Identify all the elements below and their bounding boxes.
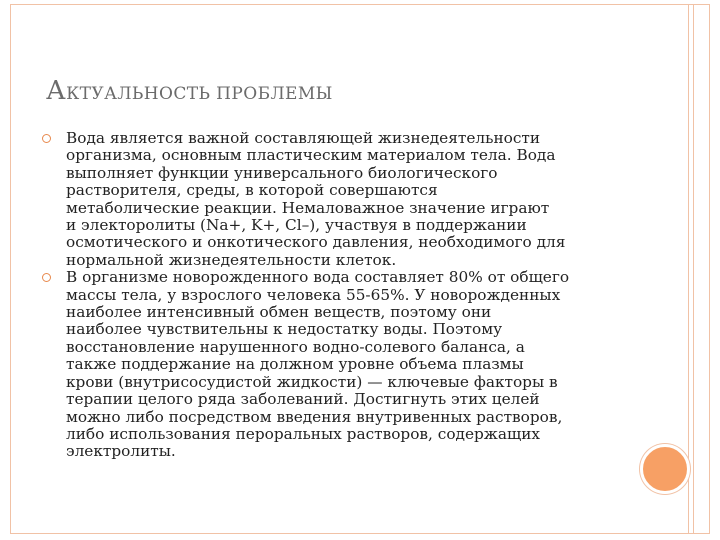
bullet-item-2 xyxy=(38,269,633,460)
bullet-circle-icon xyxy=(42,273,51,282)
slide-title xyxy=(46,76,333,106)
bullet-circle-icon xyxy=(42,134,51,143)
paragraph-2: В организме новорожденного вода составляет 80% от общего массы тела, у взрослого человека 55-65%. У новорожденных наиболее интенсивный обмен веществ, поэтому они наиболее чувствительны к недостатку воды. Поэтому восстановление нарушенного водно-солевого баланса, а также поддержание на должном уровне объема плазмы крови (внутрисосудистой жидкости) — ключевые факторы в терапии целого ряда заболеваний. Достигнуть этих целей можно либо посредством введения внутривенных растворов, либо использования пероральных растворов, содержащих электролиты. xyxy=(66,268,570,461)
frame-right-line-2 xyxy=(693,4,694,534)
bullet-item-1 xyxy=(38,130,633,269)
slide-content xyxy=(38,130,633,461)
paragraph-1: Вода является важной составляющей жизнедеятельности организма, основным пластическим материалом тела. Вода выполняет функции универсального биологического растворителя, среды, в которой совершаются метаболические реакции. Немаловажное значение играют и электоролиты (Na+, K+, Cl–), участвуя в поддержании осмотического и онкотического давления, необходимого для нормальной жизнедеятельности клеток. xyxy=(66,129,566,269)
title-first-letter: А xyxy=(46,76,67,106)
decorative-circle xyxy=(640,444,690,494)
title-rest: ПРОБЛЕМЫ xyxy=(210,84,333,104)
frame-right-line xyxy=(688,4,689,534)
title-caps: КТУАЛЬНОСТЬ xyxy=(66,84,211,104)
